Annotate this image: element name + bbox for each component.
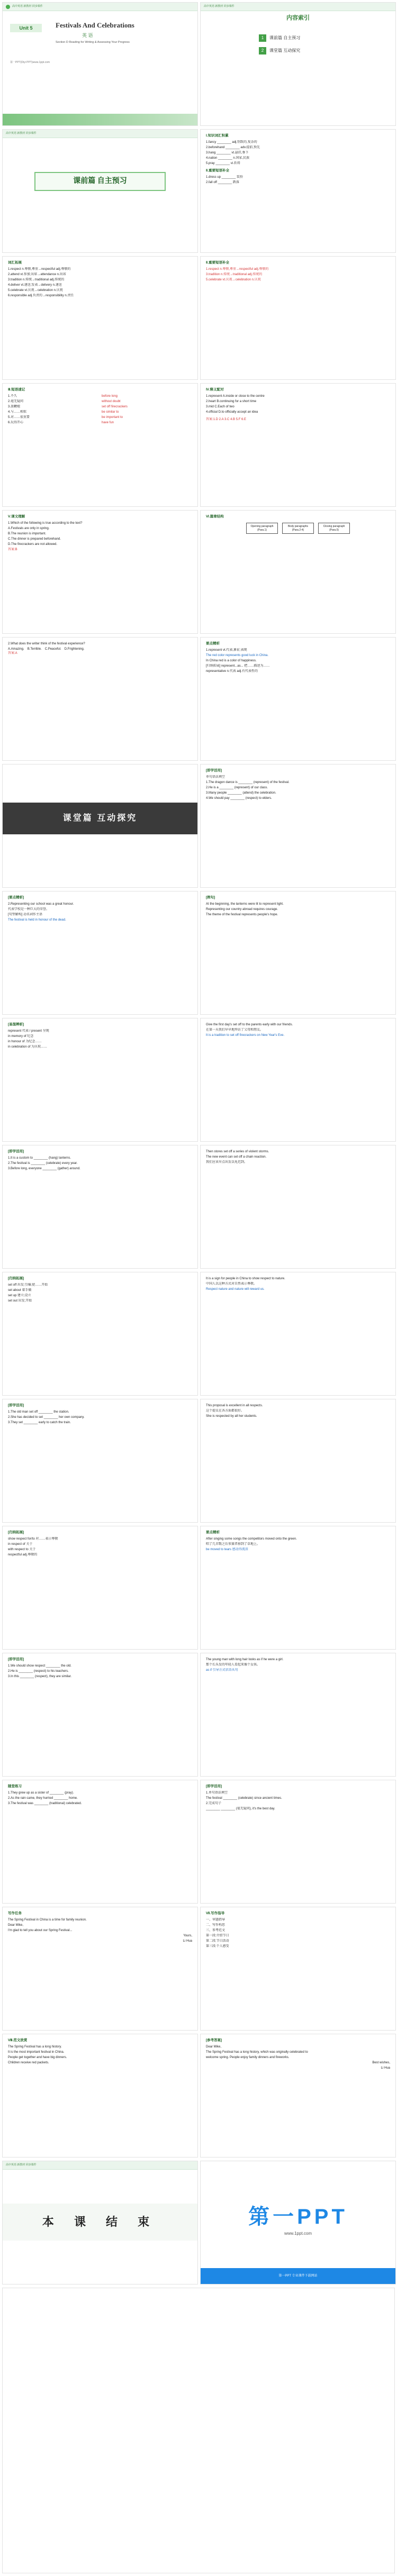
- slide-practice-3: [即学活用] 1.The old man set off ________ the station. 2.She has decided to set ________ her own company. 3.They set ________ early to catch the train.: [2, 1399, 198, 1523]
- slide-vocab-ext: 词汇拓展 1.respect n.尊敬,尊重→respectful adj.尊敬的 2.attend vt.参加;出席→attendance n.出席 3.tradition n.传统→traditional adj.传统的 4.deliver vt.递送;发表→delivery n.递送 5.celebrate vt.庆祝→celebration n.庆祝 6.responsible adj.负责的→responsibility n.责任: [2, 256, 198, 380]
- cover-section: Section D Reading for Writing & Assessing Your Progress: [56, 41, 130, 44]
- slide-practice-4: [即学活用] 1.We should show respect ________ the old. 2.He is ________ (respect) to his teachers. 3.In this ________ (respect), they are similar.: [2, 1653, 198, 1777]
- school-logo: [6, 5, 10, 9]
- section-title: 课前篇 自主预习: [34, 172, 166, 191]
- slide-practice-1: [即学活用] 单句语法填空 1.The dragon dance is ________ (represent) of the festival. 2.He is a ________ (represent) of our class. 3.Many people ________ (attend) the celebration. 4.We should pay ________ (respect) to elders.: [200, 764, 396, 888]
- structure-box-1: Opening paragraph (Para.1): [246, 523, 278, 534]
- slide-model: Ⅷ.范文欣赏 The Spring Festival has a long history. It is the most important festival in China. People get together and have big dinners. Children receive red packets.: [2, 2034, 198, 2158]
- section-explore-title: 课堂篇 互动探究: [3, 803, 197, 834]
- slide-vocab-unit: Ⅱ.重要短语补全 1.respect n.尊敬,尊重→respectful adj.尊敬的 3.tradition n.传统→traditional adj.传统的 5.celebrate vt.庆祝→celebration n.庆祝: [200, 256, 396, 380]
- slide-structure: Ⅵ.篇章结构 Opening paragraph (Para.1) Body paragraphs (Para.2-4) Closing paragraph (Para.5): [200, 510, 396, 634]
- slide-writing-task: 写作任务 The Spring Festival in China is a time for family reunion. Dear Mike, I'm glad to tell you about our Spring Festival... Yours, Li Hua: [2, 1907, 198, 2031]
- slide-section-preview: 高中英语 新教材 同步课件 课前篇 自主预习: [2, 129, 198, 253]
- slide-respect-summary: [归纳拓展] show respect for/to 对……表示尊敬 in respect of 关于 with respect to 关于 respectful adj.尊敬的: [2, 1526, 198, 1650]
- structure-box-3: Closing paragraph (Para.5): [318, 523, 350, 534]
- slide-set-phrases: Then stores set off a series of violent storms. The new event can set off a chain reaction. 我们应该早点出发以免迟到。: [200, 1145, 396, 1269]
- slide-practice-2: [即学活用] 1.It is a custom to ________ (hang) lanterns. 2.The festival is ________ (celebrate) every year. 3.Before long, everyone ________ (gather) around.: [2, 1145, 198, 1269]
- cover-band: [3, 114, 197, 125]
- structure-box-2: Body paragraphs (Para.2-4): [282, 523, 314, 534]
- slide-phrases: Ⅲ.短语速记 1.不久 2.毫无疑问 3.放鞭炮 4.与……相似 5.对……很重要 6.玩得开心 before long without doubt set off firecrackers be similar to be important to have fun: [2, 383, 198, 507]
- slide-practice-5: [即学活用] 1.单句语法填空 The festival ________ (celebrate) since ancient times. 2.完成句子 ________ ________ (毫无疑问), it's the best day.: [200, 1780, 396, 1904]
- slide-moved: 要点精析 After singing some songs the competitors moved onto the green. 唱了几首歌之后参赛者移到了草地上。 be moved to tears 感动得流泪: [200, 1526, 396, 1650]
- slide-end: 高中英语 新教材 同步课件 本 课 结 束: [2, 2161, 198, 2284]
- slide-respect: It is a sign for people in China to show respect to nature. 中国人以这种方式对自然表示尊敬。 Respect nature and nature will reward us.: [200, 1272, 396, 1396]
- ppt-brand-logo: 第一PPT: [248, 2205, 348, 2228]
- slide-as-if: The young man with long hair looks as if he were a girl. 那个长头发的年轻人看起来像个女孩。 as if 引导方式状语从句: [200, 1653, 396, 1777]
- slide-vocab: Ⅰ.知识词汇积累 1.fancy ________ adj.别致的,复杂的 2.beforehand ________ adv.提前,预先 3.hang ________ vt.悬挂,垂下 4.nation ________ n.国家,民族 5.pray ________ vi.祈祷 Ⅱ.重要短语补全 1.dress up ________ 装扮 2.fall off ________ 跌落: [200, 129, 396, 253]
- catalog-title: 内容索引: [286, 15, 310, 21]
- slide-writing-guide: Ⅶ.写作指导 一、审题指导 二、写作构思 三、参考范文 第一段:介绍节日 第二段:节日活动 第三段:个人感受: [200, 1907, 396, 2031]
- cover-subject: 英 语: [82, 33, 93, 38]
- slide-question: 2.What does the writer think of the festival experience? A.Amazing. B.Terrible. C.Peaceful. D.Frightening. 答案:A: [2, 637, 198, 761]
- slide-matching: Ⅳ.释义配对 1.represent A.inside or close to the centre 2.heart B.continuing for a short time 3.mid C.Each of two 4.official D.to officially accept an idea 答案:1.D 2.A 3.C 4.B 5.F 6.E: [200, 383, 396, 507]
- unit-badge: Unit 5: [10, 24, 42, 32]
- cover-title: Festivals And Celebrations: [56, 21, 134, 29]
- slide-compare: [易混辨析] represent 代表 / present 呈现 in memory of 纪念 in honour of 为纪念…… in celebration of 为庆祝……: [2, 1018, 198, 1142]
- slide-exercise: 随堂练习 1.They grew up as a sister of ________ (pray). 2.As the rain came, they hurried ________ home. 3.The festival was ________ (traditional) celebrated.: [2, 1780, 198, 1904]
- cover-footer: 第一PPT(Diyi PPT)www.1ppt.com: [10, 61, 50, 64]
- slide-set-summary: [归纳拓展] set off 出发;引爆;使……开始 set about 着手做 set up 建立;设立 set out 出发;开始: [2, 1272, 198, 1396]
- slide-blank-bottom: [2, 2288, 395, 2573]
- catalog-item-explore[interactable]: 2 课堂篇 互动探究: [259, 47, 300, 54]
- slide-examples: [例句] At the beginning, the lanterns were lit to represent light. Representing our country abroad requires courage. The theme of the festival represents people's hope.: [200, 891, 396, 1015]
- slide-key-points-2: [要点精析] 2.Representing our school was a great honour. 代表学校是一种巨大的荣誉。 [句型解构] 动名词作主语 The festival is held in honour of the dead.: [2, 891, 198, 1015]
- slide-respect-examples: This proposal is excellent in all respects. 这个提议在各方面都很好。 She is respected by all her students.: [200, 1399, 396, 1523]
- slide-reading: Ⅴ.课文理解 1.Which of the following is true according to the text? A.Festivals are only in spring. B.The reunion is important. C.The dinner is prepared beforehand. D.The firecrackers are not allowed. 答案:B: [2, 510, 198, 634]
- slide-key-points: 要点精析 1.represent vt.代表,象征;表现 The red color represents good luck in China. In China red is a color of happiness. [归纳拓展] represent...as... 把……描述为…… representative n.代表 adj.有代表性的: [200, 637, 396, 761]
- end-title: 本 课 结 束: [3, 2204, 197, 2241]
- slide-section-explore: [2, 764, 198, 888]
- ppt-url[interactable]: www.1ppt.com: [284, 2231, 312, 2236]
- slide-cover: 高中英语 新教材 同步课件 Unit 5 Festivals And Celebrations 英 语 Section D Reading for Writing & Assessing Your Progress 第一PPT(Diyi PPT)www.1ppt.com: [2, 2, 198, 126]
- slide-ppt-logo: [200, 2161, 396, 2284]
- ppt-footer: 第一PPT 专业课件下载网站: [201, 2268, 395, 2284]
- slide-reference: [参考答案] Dear Mike, The Spring Festival has a long history, which was originally celebrated to welcome spring. People enjoy family dinners and fireworks. Best wishes, Li Hua: [200, 2034, 396, 2158]
- slide-set-off: Give the first day's set off to the parents early with our friends. 在第一天我们早早地拜访了父母和朋友。 It is a tradition to set off firecrackers on New Year's Eve.: [200, 1018, 396, 1142]
- catalog-item-preview[interactable]: 1 课前篇 自主预习: [259, 34, 300, 42]
- slide-catalog: 高中英语 新教材 同步课件 内容索引 1 课前篇 自主预习 2 课堂篇 互动探究: [200, 2, 396, 126]
